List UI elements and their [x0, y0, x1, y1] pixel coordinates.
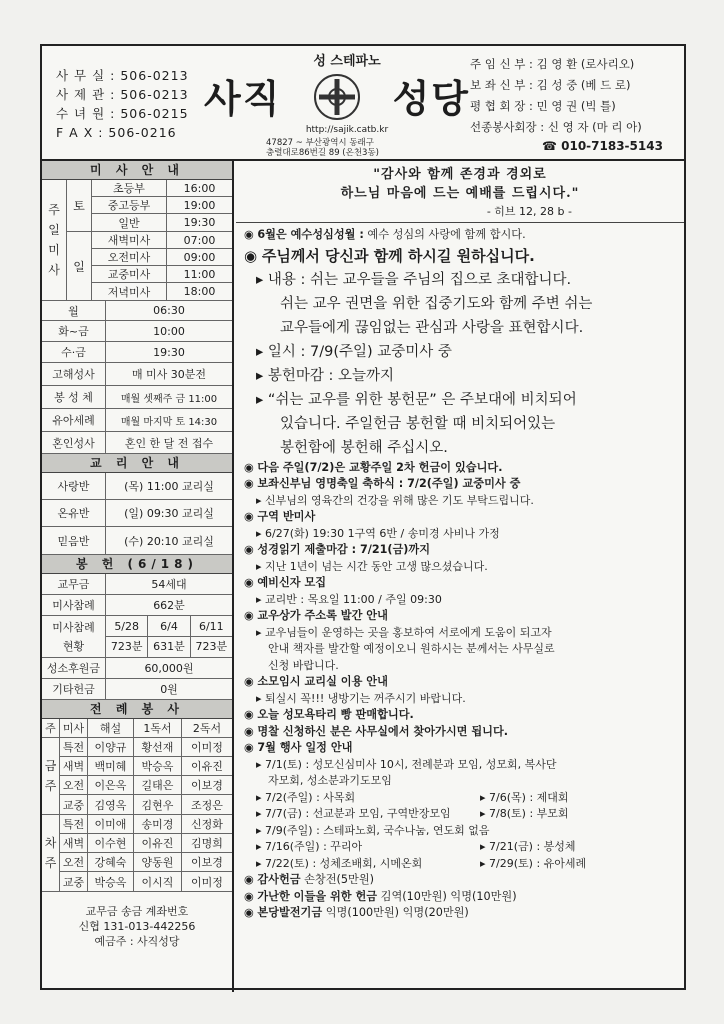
announcement: ◉ 교우상가 주소록 발간 안내 — [244, 609, 388, 622]
announcement: ◉ 본당발전기금 익명(100만원) 익명(20만원) — [244, 906, 469, 919]
address — [266, 138, 379, 158]
offering-row: 교무금 54세대 — [42, 574, 232, 595]
announcement-detail: ▸ 6/27(화) 19:30 1구역 6반 / 송미경 사비나 가정 — [256, 526, 500, 540]
announcement: ◉ 성경읽기 제출마감 : 7/21(금)까지 — [244, 543, 431, 556]
liturgy-group: 차 주 특전 이미애 송미경 신정화 새벽 이수현 이유진 김명희 오전 강혜숙 양동원 이보경 교중 박승옥 이시직 이미정 — [42, 815, 232, 892]
doctrine-section-title: 교 리 안 내 — [42, 454, 232, 473]
announcement: ◉ 감사헌금 손창전(5만원) — [244, 873, 375, 886]
doctrine-row: 온유반 (일) 09:30 교리실 — [42, 500, 232, 527]
liturgy-row: 특전 이양규 황선재 이미정 — [60, 738, 232, 757]
announcement-detail: ▸ 일시 : 7/9(주일) 교중미사 중 — [256, 343, 452, 360]
contact-label: F A X : — [56, 125, 104, 140]
doctrine-row: 사랑반 (목) 11:00 교리실 — [42, 473, 232, 500]
sunday-mass-label: 주 일 미 사 — [42, 180, 67, 300]
contact-label: 사 제 관 : — [56, 87, 116, 102]
schedule-item: ▸ 7/9(주일) : 스테파노회, 국수나눔, 연도회 없음 — [256, 823, 490, 837]
staff-name: 민 영 권 (빅 틀) — [536, 99, 616, 113]
announcement-detail: ▸ 내용 : 쉬는 교우들을 주님의 집으로 초대합니다. — [256, 271, 572, 288]
announcement: ◉ 소모임시 교리실 이용 안내 — [244, 675, 388, 688]
announcement: ◉ 명찰 신청하신 분은 사무실에서 찾아가시면 됩니다. — [244, 724, 509, 738]
announcement-detail: ▸ “쉬는 교우를 위한 봉헌문” 은 주보대에 비치되어 — [256, 391, 577, 408]
liturgy-row: 교중 김영옥 김현우 조정은 — [60, 795, 232, 814]
scripture-reference: - 히브 12, 28 b - — [236, 203, 684, 223]
contact-list — [56, 66, 189, 142]
announcement: ◉ 예비신자 모집 — [244, 576, 327, 589]
liturgy-group: 금 주 특전 이양규 황선재 이미정 새벽 백미혜 박승옥 이유진 오전 이은옥 길태은 이보경 교중 김영옥 김현우 조정은 — [42, 738, 232, 815]
liturgy-row: 오전 강혜숙 양동원 이보경 — [60, 853, 232, 872]
announcement: ◉ 보좌신부님 영명축일 축하식 : 7/2(주일) 교중미사 중 — [244, 477, 521, 490]
announcement-detail: 있습니다. 주일헌금 봉헌할 때 비치되어있는 — [280, 415, 556, 432]
mass-row: 저녁미사 18:00 — [92, 283, 232, 300]
schedule-row: ▸ 7/22(토) : 성체조배회, 시메온회 ▸ 7/29(토) : 유아세례 — [256, 856, 587, 870]
announcement-detail: 봉헌함에 봉헌해 주십시오. — [280, 439, 448, 456]
liturgy-section-title: 전 례 봉 사 — [42, 700, 232, 719]
address-line: 충렬대로86번길 89 (온천3동) — [266, 148, 379, 158]
announcement: ◉ 7월 행사 일정 안내 — [244, 741, 353, 754]
parish-title-block — [202, 46, 492, 159]
sunday-mass-table — [42, 180, 232, 301]
sunday-label: 일 — [67, 232, 92, 300]
mass-row: 교중미사 11:00 — [92, 266, 232, 283]
mass-row: 초등부 16:00 — [92, 180, 232, 197]
bulletin-page — [40, 44, 686, 990]
left-column — [42, 161, 234, 992]
announcement: ◉ 다음 주일(7/2)은 교황주일 2차 헌금이 있습니다. — [244, 460, 503, 474]
sacrament-row: 봉 성 체 매월 셋째주 금 11:00 — [42, 386, 232, 409]
mass-section-title: 미 사 안 내 — [42, 161, 232, 180]
liturgy-row: 새벽 백미혜 박승옥 이유진 — [60, 757, 232, 776]
schedule-item: 자모회, 성소분과기도모임 — [268, 774, 392, 787]
header — [42, 46, 684, 161]
announcement: ◉ 가난한 이들을 위한 헌금 김역(10만원) 익명(10만원) — [244, 889, 517, 903]
announcement: ◉ 구역 반미사 — [244, 510, 316, 523]
contact-value: 506-0216 — [108, 125, 177, 140]
staff-role: 주 임 신 부 : — [470, 57, 533, 71]
bank-line: 신협 131-013-442256 — [78, 920, 196, 933]
sacrament-row: 혼인성사 혼인 한 달 전 접수 — [42, 432, 232, 454]
schedule-row: ▸ 7/16(주일) : 꾸리아 ▸ 7/21(금) : 봉성체 — [256, 840, 576, 853]
staff-name: 신 영 자 (마 리 아) — [547, 120, 642, 134]
offering-row: 기타헌금 0원 — [42, 679, 232, 700]
schedule-row: ▸ 7/2(주일) : 사목회 ▸ 7/6(목) : 제대회 — [256, 790, 569, 804]
liturgy-row: 교중 박승옥 이시직 이미정 — [60, 872, 232, 891]
weekday-mass-row: 수·금 19:30 — [42, 342, 232, 363]
mass-row: 중고등부 19:00 — [92, 197, 232, 214]
announcements-column — [236, 161, 684, 992]
mass-row: 새벽미사 07:00 — [92, 232, 232, 249]
contact-value: 506-0215 — [120, 106, 189, 121]
cross-emblem-icon — [314, 74, 360, 120]
website-link[interactable]: http://sajik.catb.kr — [305, 125, 389, 135]
announcement-detail: ▸ 교우님들이 운영하는 곳을 홍보하여 서로에게 도움이 되고자 — [256, 625, 552, 639]
bank-line: 예금주 : 사직성당 — [94, 935, 180, 948]
parish-name-left: 사직 — [204, 77, 282, 121]
announcement-detail: 안내 책자를 발간할 예정이오니 원하시는 분께서는 사무실로 — [268, 642, 555, 655]
announcement-detail: 교우들에게 끊임없는 관심과 사랑을 표현합시다. — [280, 319, 584, 336]
weekday-mass-row: 화~금 10:00 — [42, 321, 232, 342]
staff-role: 평 협 회 장 : — [470, 99, 533, 113]
mass-row: 오전미사 09:00 — [92, 249, 232, 266]
scripture-quote: "감사와 함께 존경과 경외로 하느님 마음에 드는 예배를 드립시다." — [340, 167, 580, 201]
staff-list — [470, 54, 642, 138]
staff-role: 선종봉사회장 : — [470, 120, 545, 134]
schedule-item: ▸ 7/1(토) : 성모신심미사 10시, 전례분과 모임, 성모회, 복사단 — [256, 757, 557, 771]
schedule-row: ▸ 7/7(금) : 선교분과 모임, 구역반장모임 ▸ 7/8(토) : 부모회 — [256, 807, 569, 820]
sacrament-row: 고해성사 매 미사 30분전 — [42, 363, 232, 386]
announcement: ◉ 오늘 성모욕타리 빵 판매합니다. — [244, 708, 414, 721]
announcement-detail: ▸ 지난 1년이 넘는 시간 동안 고생 많으셨습니다. — [256, 559, 488, 573]
offering-row: 성소후원금 60,000원 — [42, 658, 232, 679]
announcement-detail: 신청 바랍니다. — [268, 658, 339, 672]
announcement-detail: ▸ 교리반 : 목요일 11:00 / 주일 09:30 — [256, 592, 442, 606]
liturgy-header: 주 미사 해설 1독서 2독서 — [42, 719, 232, 738]
staff-name: 김 영 환 (로사리오) — [536, 57, 635, 71]
offering-row: 미사참례 662분 — [42, 595, 232, 616]
staff-role: 보 좌 신 부 : — [470, 78, 533, 92]
liturgy-row: 오전 이은옥 길태은 이보경 — [60, 776, 232, 795]
sacrament-row: 유아세례 매월 마지막 토 14:30 — [42, 409, 232, 432]
saturday-label: 토 — [67, 180, 92, 231]
phone-number: ☎ 010-7183-5143 — [542, 139, 663, 153]
attendance-status: 미사참례 현황 5/28 6/4 6/11 723분 631분 723분 — [42, 616, 232, 658]
weekday-mass-row: 월 06:30 — [42, 301, 232, 321]
contact-label: 사 무 실 : — [56, 68, 116, 83]
contact-value: 506-0213 — [120, 87, 189, 102]
address-line: 47827 ~ 부산광역시 동래구 — [266, 138, 374, 148]
bank-line: 교무금 송금 계좌번호 — [85, 905, 189, 918]
liturgy-row: 특전 이미애 송미경 신정화 — [60, 815, 232, 834]
contact-value: 506-0213 — [120, 68, 189, 83]
announcement: ◉ 주님께서 당신과 함께 하시길 원하십니다. — [244, 246, 535, 265]
liturgy-row: 새벽 이수현 이유진 김명희 — [60, 834, 232, 853]
announcement-detail: ▸ 봉헌마감 : 오늘까지 — [256, 367, 395, 384]
mass-row: 일반 19:30 — [92, 214, 232, 231]
announcement-detail: 쉬는 교우 권면을 위한 집중기도와 함께 주변 쉬는 — [280, 295, 593, 312]
parish-name-right: 성당 — [392, 77, 470, 121]
announcement-detail: ▸ 퇴실시 꼭!!! 냉방기는 꺼주시기 바랍니다. — [256, 691, 466, 705]
announcement: ◉ 6월은 예수성심성월 : 예수 성심의 사랑에 함께 합시다. — [244, 228, 526, 241]
announcement-detail: ▸ 신부님의 영육간의 건강을 위해 많은 기도 부탁드립니다. — [256, 493, 534, 507]
doctrine-row: 믿음반 (수) 20:10 교리실 — [42, 527, 232, 555]
offering-section-title: 봉 헌 (6/18) — [42, 555, 232, 574]
parish-subtitle: 성 스테파노 — [313, 54, 381, 69]
staff-name: 김 성 중 (베 드 로) — [536, 78, 631, 92]
contact-label: 수 녀 원 : — [56, 106, 116, 121]
bank-account-info — [42, 892, 232, 949]
